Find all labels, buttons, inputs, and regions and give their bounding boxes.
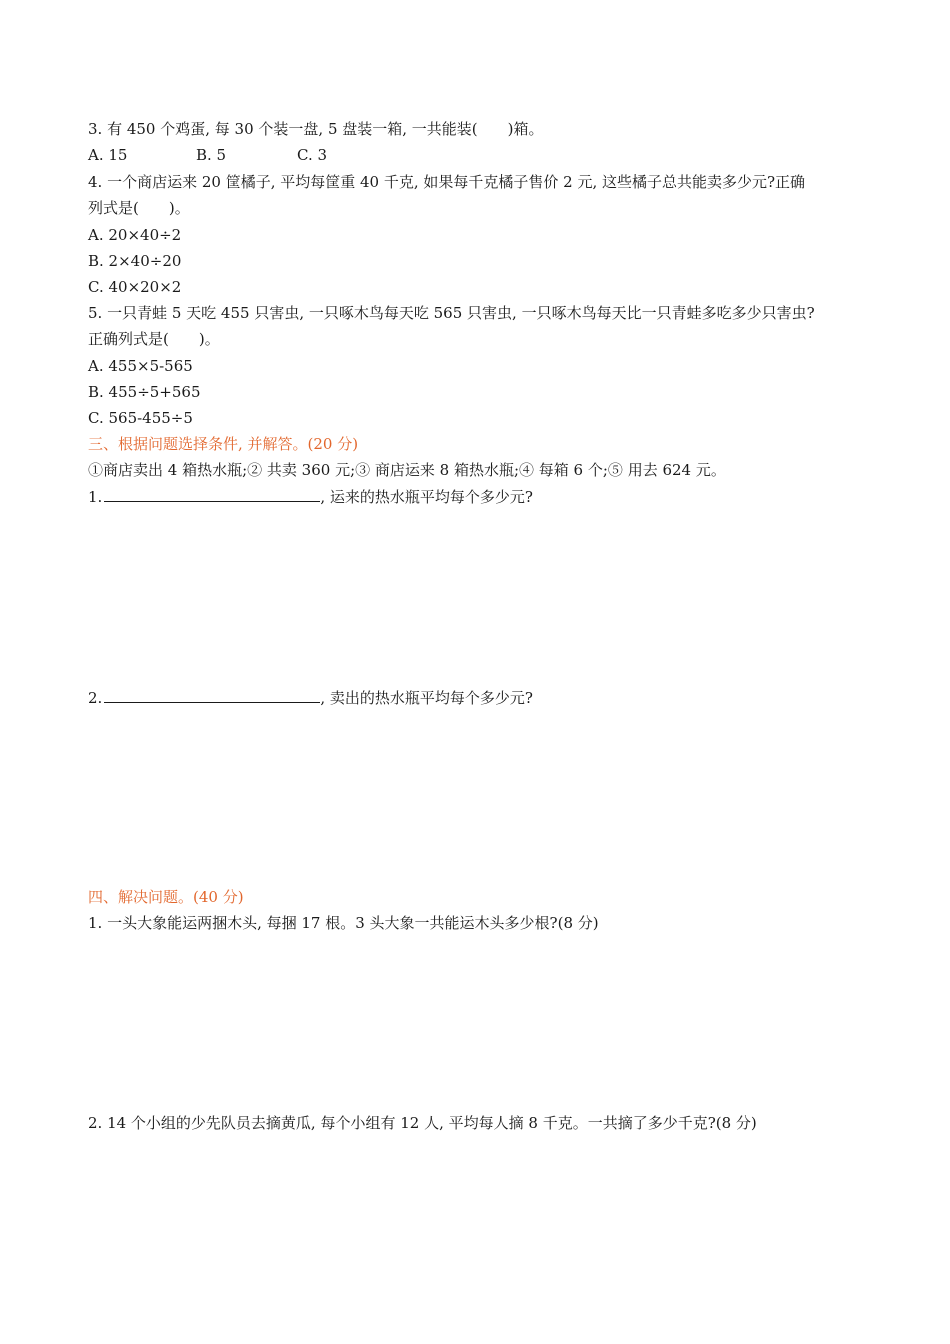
question-3-options bbox=[88, 145, 327, 165]
question-5-stem-line1: 5. 一只青蛙 5 天吃 455 只害虫, 一只啄木鸟每天吃 565 只害虫, 一只啄木鸟每天比一只青蛙多吃多少只害虫? bbox=[88, 304, 815, 322]
question-4-option-b: B. 2×40÷20 bbox=[88, 252, 182, 270]
question-4-option-a: A. 20×40÷2 bbox=[88, 226, 182, 244]
section-4-question-2: 2. 14 个小组的少先队员去摘黄瓜, 每个小组有 12 人, 平均每人摘 8 千克。一共摘了多少千克?(8 分) bbox=[88, 1114, 757, 1132]
question-3-option-b: B. 5 bbox=[196, 146, 227, 164]
question-3-stem: 3. 有 450 个鸡蛋, 每 30 个装一盘, 5 盘装一箱, 一共能装( )箱。 bbox=[88, 120, 544, 138]
section-3-question-1-number: 1. bbox=[88, 488, 103, 506]
question-4-stem-line2: 列式是( )。 bbox=[88, 199, 190, 217]
answer-blank-1[interactable] bbox=[104, 486, 320, 502]
section-4-question-1: 1. 一头大象能运两捆木头, 每捆 17 根。3 头大象一共能运木头多少根?(8 分) bbox=[88, 914, 599, 932]
answer-blank-2[interactable] bbox=[104, 687, 320, 703]
section-3-question-2 bbox=[88, 687, 533, 708]
question-5-option-b: B. 455÷5+565 bbox=[88, 383, 201, 401]
question-5-option-c: C. 565-455÷5 bbox=[88, 409, 193, 427]
section-3-conditions: ①商店卖出 4 箱热水瓶;② 共卖 360 元;③ 商店运来 8 箱热水瓶;④ 每箱 6 个;⑤ 用去 624 元。 bbox=[88, 461, 726, 479]
section-3-question-1-text: , 运来的热水瓶平均每个多少元? bbox=[320, 488, 533, 506]
section-3-question-1 bbox=[88, 486, 533, 507]
section-3-heading: 三、根据问题选择条件, 并解答。(20 分) bbox=[88, 435, 359, 453]
question-5-stem-line2: 正确列式是( )。 bbox=[88, 330, 220, 348]
section-3-question-2-text: , 卖出的热水瓶平均每个多少元? bbox=[320, 689, 533, 707]
question-4-option-c: C. 40×20×2 bbox=[88, 278, 182, 296]
question-3-option-c: C. 3 bbox=[297, 146, 328, 164]
section-3-question-2-number: 2. bbox=[88, 689, 103, 707]
question-3-option-a: A. 15 bbox=[88, 146, 128, 164]
question-4-stem-line1: 4. 一个商店运来 20 筐橘子, 平均每筐重 40 千克, 如果每千克橘子售价 2 元, 这些橘子总共能卖多少元?正确 bbox=[88, 173, 806, 191]
section-4-heading: 四、解决问题。(40 分) bbox=[88, 888, 244, 906]
question-5-option-a: A. 455×5-565 bbox=[88, 357, 193, 375]
